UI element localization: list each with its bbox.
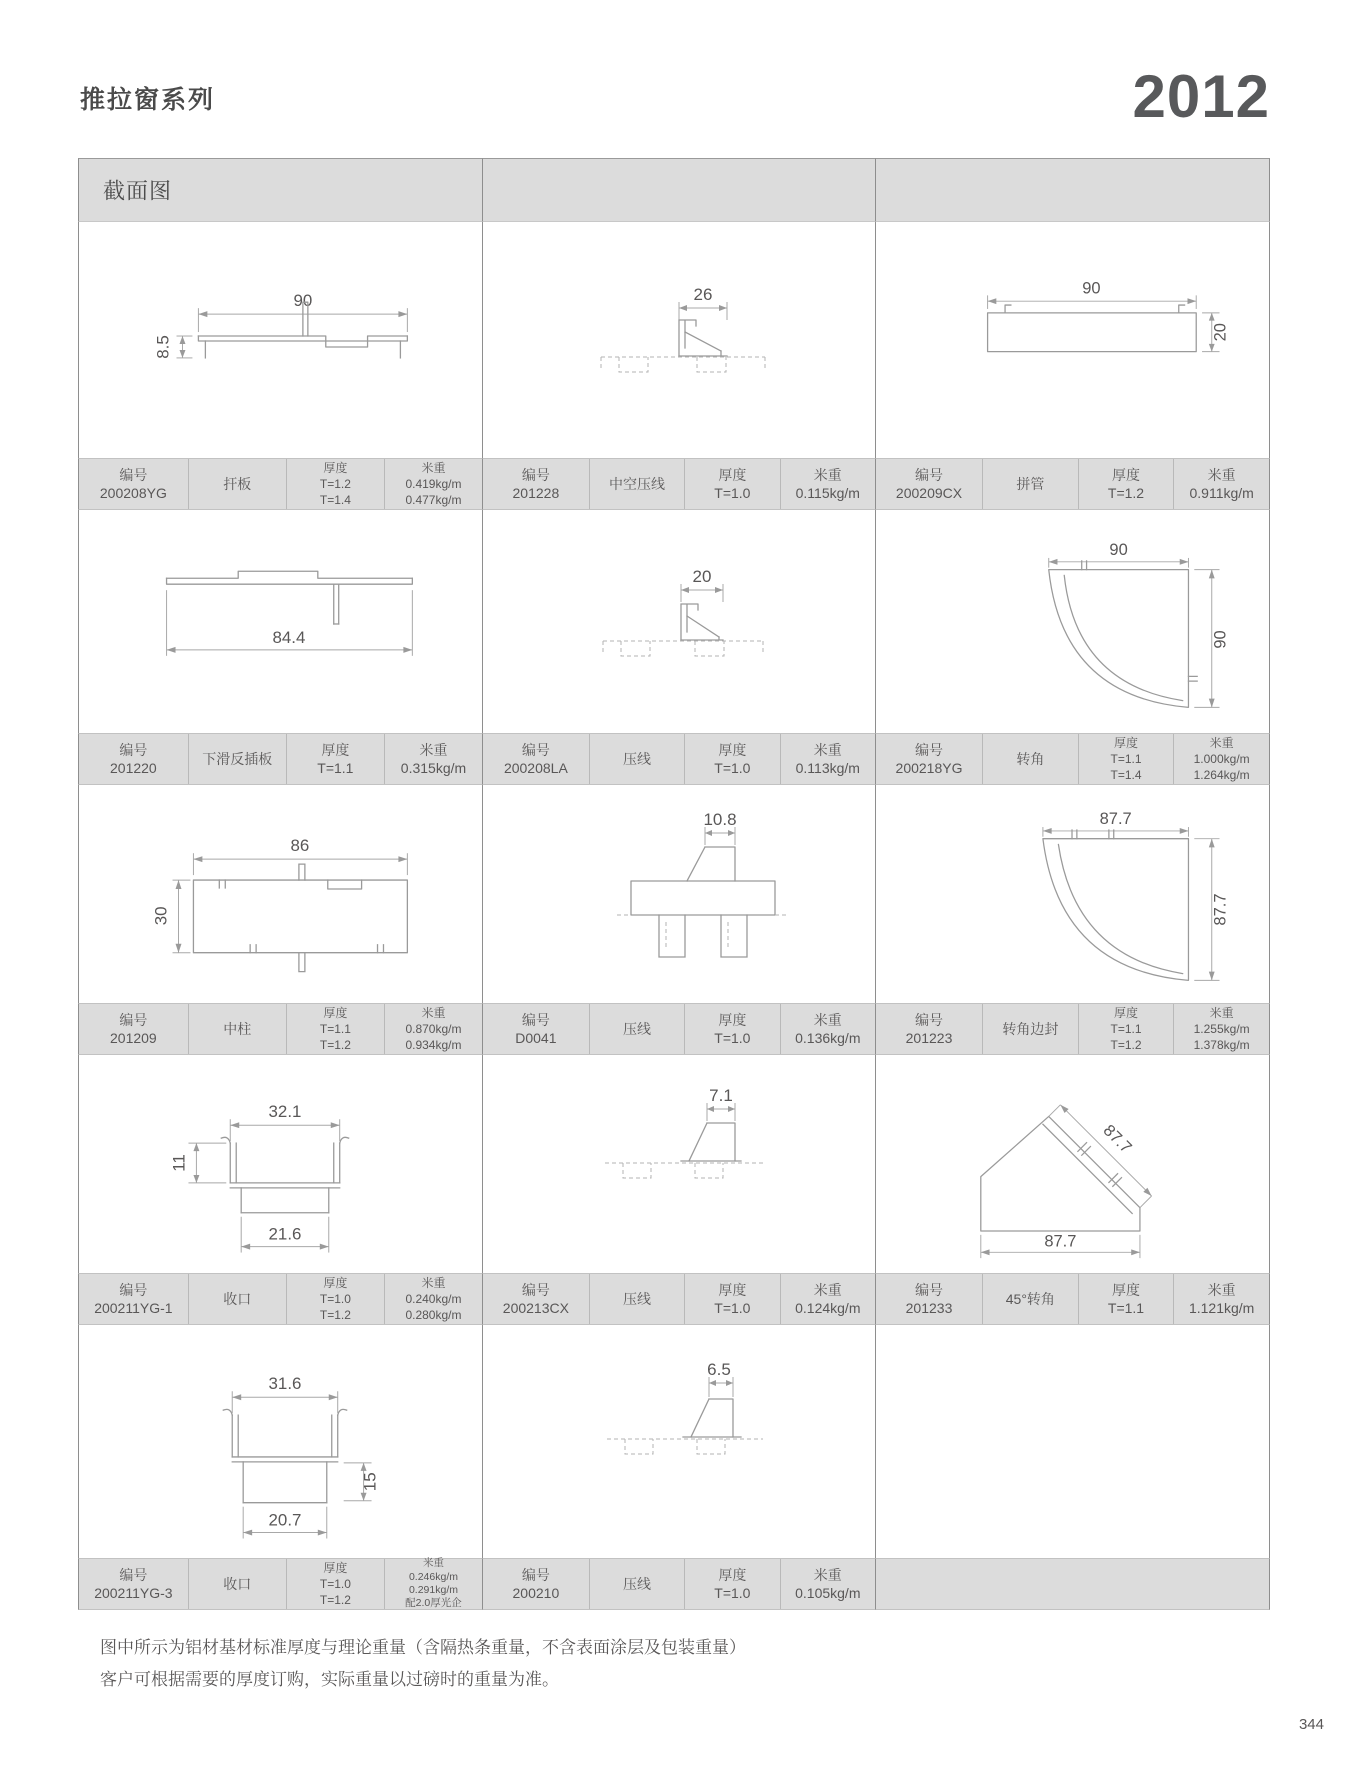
weight-label: 米重 bbox=[421, 460, 446, 475]
code-value: 201209 bbox=[110, 1030, 157, 1046]
profile-outline bbox=[988, 305, 1197, 352]
profile-name: 收口 bbox=[223, 1290, 252, 1307]
weight-label: 米重 bbox=[813, 1281, 842, 1298]
profile-name: 下滑反插板 bbox=[202, 750, 273, 767]
code-value: 200208YG bbox=[99, 485, 167, 501]
thickness-cell bbox=[286, 1274, 384, 1324]
diagram-shoukou-1 bbox=[78, 1055, 483, 1273]
thickness-value: T=1.2 bbox=[1110, 1038, 1142, 1053]
dim-label: 8.5 bbox=[153, 335, 173, 359]
code-label: 编号 bbox=[521, 466, 550, 483]
profile-table bbox=[78, 158, 1270, 1610]
profile-outline bbox=[167, 571, 413, 624]
dimension-lines bbox=[681, 584, 723, 602]
weight-value: 0.477kg/m bbox=[405, 493, 462, 508]
thickness-value: T=1.0 bbox=[714, 1030, 751, 1046]
thickness-cell bbox=[1078, 459, 1174, 509]
thickness-value: T=1.2 bbox=[319, 1038, 351, 1053]
code-value: D0041 bbox=[515, 1030, 557, 1046]
cross-section-drawing bbox=[79, 1055, 482, 1273]
thickness-value: T=1.1 bbox=[1107, 1300, 1145, 1316]
spec-bar-201209 bbox=[78, 1003, 483, 1055]
weight-value: 0.113kg/m bbox=[795, 760, 860, 776]
weight-value: 0.419kg/m bbox=[405, 476, 462, 491]
dim-label: 87.7 bbox=[1099, 810, 1132, 829]
weight-value: 0.315kg/m bbox=[400, 760, 467, 776]
code-label: 编号 bbox=[521, 741, 550, 758]
code-value: 200211YG-1 bbox=[94, 1300, 173, 1316]
dimension-lines bbox=[177, 308, 408, 358]
dimension-lines bbox=[707, 1103, 735, 1121]
code-value: 201233 bbox=[905, 1300, 953, 1316]
thickness-label: 厚度 bbox=[321, 741, 350, 758]
weight-cell bbox=[384, 459, 482, 509]
code-cell bbox=[79, 1274, 188, 1324]
weight-label: 米重 bbox=[421, 1005, 446, 1020]
weight-value: 1.121kg/m bbox=[1188, 1300, 1255, 1316]
weight-label: 米重 bbox=[813, 466, 842, 483]
spec-bar-200208LA bbox=[483, 733, 876, 785]
section-header-band bbox=[483, 158, 876, 222]
code-value: 200218YG bbox=[895, 760, 963, 776]
code-cell bbox=[876, 459, 982, 509]
cross-section-drawing bbox=[79, 785, 482, 1003]
thickness-value: T=1.0 bbox=[714, 1585, 751, 1601]
model-number: 2012 bbox=[1132, 63, 1270, 130]
dimension-lines bbox=[988, 295, 1220, 351]
diagram-empty bbox=[876, 1325, 1270, 1558]
code-label: 编号 bbox=[915, 1011, 943, 1028]
dimension-lines bbox=[1049, 558, 1220, 707]
code-label: 编号 bbox=[915, 466, 943, 483]
code-label: 编号 bbox=[915, 1281, 943, 1298]
dim-label: 26 bbox=[693, 285, 713, 304]
thickness-label: 厚度 bbox=[718, 1281, 747, 1298]
footnote bbox=[100, 1632, 746, 1697]
profile-outline bbox=[679, 320, 727, 356]
profile-outline bbox=[1049, 561, 1197, 708]
code-value: 201228 bbox=[512, 485, 560, 501]
code-cell bbox=[79, 734, 188, 784]
profile-name: 中空压线 bbox=[608, 475, 665, 492]
footnote-line-1: 图中所示为铝材基材标准厚度与理论重量（含隔热条重量，不含表面涂层及包装重量） bbox=[100, 1638, 746, 1657]
weight-cell bbox=[780, 459, 875, 509]
thickness-cell bbox=[1078, 1004, 1174, 1054]
thickness-cell bbox=[1078, 734, 1174, 784]
section-header-band bbox=[78, 158, 483, 222]
thickness-label: 厚度 bbox=[323, 1560, 348, 1575]
weight-cell bbox=[1173, 1274, 1269, 1324]
name-cell bbox=[188, 1274, 286, 1324]
code-cell bbox=[483, 734, 589, 784]
thickness-value: T=1.1 bbox=[1110, 751, 1142, 766]
profile-name: 转角边封 bbox=[1002, 1020, 1059, 1037]
dim-label: 87.7 bbox=[1211, 893, 1230, 926]
dim-label: 20.7 bbox=[268, 1510, 302, 1530]
code-label: 编号 bbox=[521, 1281, 550, 1298]
profile-name: 中柱 bbox=[223, 1020, 252, 1037]
profile-outline bbox=[1043, 830, 1189, 980]
code-value: 201220 bbox=[110, 760, 157, 776]
dim-label: 20 bbox=[692, 567, 712, 586]
thickness-cell bbox=[684, 1004, 779, 1054]
weight-label: 米重 bbox=[1209, 1005, 1234, 1020]
code-cell bbox=[483, 1004, 589, 1054]
code-cell bbox=[876, 1274, 982, 1324]
spec-bar-200209CX bbox=[876, 458, 1270, 510]
code-cell bbox=[79, 1559, 188, 1609]
spec-bar-empty bbox=[876, 1558, 1270, 1610]
weight-value: 0.136kg/m bbox=[795, 1030, 861, 1046]
spec-bar-200210 bbox=[483, 1558, 876, 1610]
diagram-zhuanjiao bbox=[876, 510, 1270, 733]
profile-name: 压线 bbox=[622, 1020, 651, 1037]
code-cell bbox=[79, 459, 188, 509]
dimension-lines bbox=[709, 1377, 733, 1397]
code-label: 编号 bbox=[119, 1566, 148, 1583]
profile-name: 扞板 bbox=[223, 475, 252, 492]
thickness-label: 厚度 bbox=[323, 1275, 348, 1290]
dim-label: 31.6 bbox=[268, 1374, 302, 1394]
dim-label: 10.8 bbox=[703, 810, 737, 829]
dim-label: 11 bbox=[169, 1154, 189, 1172]
profile-name: 收口 bbox=[223, 1575, 252, 1592]
spec-bar-D0041 bbox=[483, 1003, 876, 1055]
weight-cell bbox=[780, 1274, 875, 1324]
thickness-value: T=1.0 bbox=[714, 760, 751, 776]
thickness-value: T=1.4 bbox=[319, 493, 351, 508]
profile-name: 压线 bbox=[622, 1575, 651, 1592]
thickness-value: T=1.1 bbox=[319, 1021, 351, 1036]
spec-bar-200213CX bbox=[483, 1273, 876, 1325]
dim-label: 90 bbox=[293, 291, 313, 311]
name-cell bbox=[982, 1004, 1078, 1054]
thickness-label: 厚度 bbox=[1113, 1005, 1138, 1020]
spec-bar-200211YG-3 bbox=[78, 1558, 483, 1610]
thickness-value: T=1.2 bbox=[319, 1308, 351, 1323]
weight-value: 0.246kg/m bbox=[408, 1570, 458, 1583]
thickness-cell bbox=[684, 459, 779, 509]
name-cell bbox=[589, 1559, 684, 1609]
dim-label: 21.6 bbox=[268, 1224, 302, 1244]
thickness-cell bbox=[286, 459, 384, 509]
spec-bar-200211YG-1 bbox=[78, 1273, 483, 1325]
adjacent-profile-dashed bbox=[603, 641, 763, 656]
dim-label: 87.7 bbox=[1044, 1232, 1077, 1251]
weight-cell bbox=[384, 1559, 482, 1609]
weight-cell bbox=[384, 734, 482, 784]
profile-outline bbox=[681, 604, 723, 640]
dim-label: 15 bbox=[360, 1472, 380, 1492]
weight-label: 米重 bbox=[1207, 466, 1236, 483]
thickness-label: 厚度 bbox=[718, 1011, 747, 1028]
diagram-yaxian-200210 bbox=[483, 1325, 876, 1558]
section-header-label: 截面图 bbox=[103, 178, 173, 204]
cross-section-drawing bbox=[79, 510, 482, 733]
weight-label: 米重 bbox=[813, 741, 842, 758]
dimension-lines bbox=[188, 1119, 339, 1252]
code-cell bbox=[876, 1004, 982, 1054]
weight-value: 0.105kg/m bbox=[795, 1585, 861, 1601]
diagram-zhongzhu bbox=[78, 785, 483, 1003]
series-title: 推拉窗系列 bbox=[80, 86, 216, 114]
adjacent-profile-dashed bbox=[605, 1163, 763, 1178]
weight-value: 0.870kg/m bbox=[405, 1021, 462, 1036]
weight-cell bbox=[1173, 1004, 1269, 1054]
weight-label: 米重 bbox=[1207, 1281, 1236, 1298]
diagram-shoukou-3 bbox=[78, 1325, 483, 1558]
weight-cell bbox=[384, 1274, 482, 1324]
diagram-yaxian-200213CX bbox=[483, 1055, 876, 1273]
dimension-lines bbox=[173, 853, 408, 953]
profile-outline bbox=[631, 847, 775, 957]
name-cell bbox=[188, 734, 286, 784]
profile-outline bbox=[193, 864, 407, 971]
weight-label: 米重 bbox=[419, 741, 448, 758]
weight-value: 0.280kg/m bbox=[405, 1308, 462, 1323]
thickness-cell bbox=[286, 1559, 384, 1609]
profile-name: 压线 bbox=[622, 750, 651, 767]
code-cell bbox=[483, 1559, 589, 1609]
thickness-label: 厚度 bbox=[718, 741, 747, 758]
spec-bar-200218YG bbox=[876, 733, 1270, 785]
dimension-lines bbox=[679, 302, 727, 320]
spec-bar-200208YG bbox=[78, 458, 483, 510]
thickness-label: 厚度 bbox=[1113, 735, 1138, 750]
profile-outline bbox=[223, 1409, 346, 1502]
code-value: 200213CX bbox=[502, 1300, 569, 1316]
thickness-value: T=1.1 bbox=[317, 760, 354, 776]
diagram-xiahua-fanchaban bbox=[78, 510, 483, 733]
spec-bar-201223 bbox=[876, 1003, 1270, 1055]
weight-cell bbox=[780, 734, 875, 784]
thickness-cell bbox=[286, 734, 384, 784]
profile-outline bbox=[198, 302, 407, 358]
cross-section-drawing bbox=[876, 222, 1269, 458]
name-cell bbox=[188, 1004, 286, 1054]
page-number: 344 bbox=[1298, 1716, 1324, 1733]
profile-name: 45°转角 bbox=[1005, 1290, 1055, 1307]
weight-cell bbox=[780, 1559, 875, 1609]
spec-bar-201220 bbox=[78, 733, 483, 785]
dim-label: 86 bbox=[290, 836, 310, 856]
profile-name: 压线 bbox=[622, 1290, 651, 1307]
weight-value: 0.240kg/m bbox=[405, 1291, 462, 1306]
weight-cell bbox=[384, 1004, 482, 1054]
weight-value: 1.264kg/m bbox=[1193, 768, 1250, 783]
dim-label: 7.1 bbox=[709, 1086, 733, 1105]
profile-name: 转角 bbox=[1016, 750, 1045, 767]
diagram-zhongkong-yaxian bbox=[483, 222, 876, 458]
code-label: 编号 bbox=[119, 741, 148, 758]
name-cell bbox=[982, 1274, 1078, 1324]
thickness-value: T=1.1 bbox=[1110, 1021, 1142, 1036]
code-label: 编号 bbox=[119, 466, 148, 483]
thickness-cell bbox=[684, 1274, 779, 1324]
weight-value: 0.934kg/m bbox=[405, 1038, 462, 1053]
thickness-label: 厚度 bbox=[1112, 1281, 1140, 1298]
code-value: 200208LA bbox=[503, 760, 568, 776]
weight-note: 配2.0厚光企 bbox=[405, 1597, 462, 1610]
diagram-yaxian-200208LA bbox=[483, 510, 876, 733]
name-cell bbox=[589, 459, 684, 509]
dim-label: 30 bbox=[151, 906, 171, 926]
code-cell bbox=[483, 1274, 589, 1324]
code-cell bbox=[79, 1004, 188, 1054]
thickness-value: T=1.0 bbox=[714, 1300, 751, 1316]
diagram-yaxian-D0041 bbox=[483, 785, 876, 1003]
thickness-label: 厚度 bbox=[718, 466, 747, 483]
code-value: 200210 bbox=[512, 1585, 560, 1601]
weight-value: 1.000kg/m bbox=[1193, 751, 1250, 766]
name-cell bbox=[188, 459, 286, 509]
code-value: 200211YG-3 bbox=[94, 1585, 173, 1601]
name-cell bbox=[589, 1004, 684, 1054]
dim-label: 6.5 bbox=[707, 1360, 731, 1379]
weight-label: 米重 bbox=[421, 1275, 446, 1290]
weight-value: 0.911kg/m bbox=[1189, 485, 1254, 501]
section-header-band bbox=[876, 158, 1270, 222]
thickness-cell bbox=[286, 1004, 384, 1054]
thickness-label: 厚度 bbox=[718, 1566, 747, 1583]
adjacent-profile-dashed bbox=[617, 915, 789, 950]
cross-section-drawing bbox=[483, 785, 875, 1003]
cross-section-drawing bbox=[79, 222, 482, 458]
cross-section-drawing bbox=[483, 510, 875, 733]
cross-section-drawing bbox=[876, 1055, 1269, 1273]
weight-value: 0.124kg/m bbox=[795, 1300, 861, 1316]
thickness-cell bbox=[684, 734, 779, 784]
diagram-45-zhuanjiao bbox=[876, 1055, 1270, 1273]
profile-outline bbox=[683, 1399, 741, 1437]
diagram-kouban bbox=[78, 222, 483, 458]
code-label: 编号 bbox=[521, 1566, 550, 1583]
cross-section-drawing bbox=[483, 222, 875, 458]
dim-label: 32.1 bbox=[268, 1102, 302, 1122]
weight-value: 1.378kg/m bbox=[1193, 1038, 1250, 1053]
weight-value: 1.255kg/m bbox=[1193, 1021, 1250, 1036]
dimension-lines bbox=[232, 1391, 371, 1538]
thickness-label: 厚度 bbox=[1112, 466, 1140, 483]
diagram-zhuanjiao-bianfeng bbox=[876, 785, 1270, 1003]
weight-value: 0.115kg/m bbox=[795, 485, 860, 501]
thickness-label: 厚度 bbox=[323, 460, 348, 475]
profile-outline bbox=[221, 1137, 348, 1212]
weight-label: 米重 bbox=[422, 1557, 444, 1570]
code-label: 编号 bbox=[915, 741, 943, 758]
diagram-pinguan bbox=[876, 222, 1270, 458]
code-label: 编号 bbox=[119, 1281, 148, 1298]
weight-value: 0.291kg/m bbox=[408, 1584, 458, 1596]
thickness-value: T=1.0 bbox=[319, 1576, 351, 1591]
thickness-value: T=1.0 bbox=[319, 1291, 351, 1306]
dim-label: 90 bbox=[1109, 541, 1128, 560]
name-cell bbox=[188, 1559, 286, 1609]
cross-section-drawing bbox=[876, 785, 1269, 1003]
thickness-value: T=1.0 bbox=[714, 485, 751, 501]
profile-outline bbox=[681, 1123, 741, 1161]
weight-cell bbox=[780, 1004, 875, 1054]
cross-section-drawing bbox=[483, 1055, 875, 1273]
profile-name: 拼管 bbox=[1016, 475, 1045, 492]
thickness-cell bbox=[1078, 1274, 1174, 1324]
code-cell bbox=[876, 734, 982, 784]
code-label: 编号 bbox=[521, 1011, 550, 1028]
thickness-value: T=1.2 bbox=[319, 476, 351, 491]
name-cell bbox=[589, 1274, 684, 1324]
spec-bar-201228 bbox=[483, 458, 876, 510]
thickness-value: T=1.2 bbox=[319, 1593, 351, 1608]
spec-bar-201233 bbox=[876, 1273, 1270, 1325]
weight-label: 米重 bbox=[813, 1011, 842, 1028]
weight-label: 米重 bbox=[1209, 735, 1234, 750]
code-cell bbox=[483, 459, 589, 509]
name-cell bbox=[982, 459, 1078, 509]
thickness-value: T=1.2 bbox=[1107, 485, 1145, 501]
adjacent-profile-dashed bbox=[601, 357, 765, 372]
cross-section-drawing bbox=[876, 510, 1269, 733]
cross-section-drawing bbox=[79, 1325, 482, 1558]
weight-label: 米重 bbox=[813, 1566, 842, 1583]
thickness-cell bbox=[684, 1559, 779, 1609]
dim-label: 20 bbox=[1211, 323, 1230, 342]
dimension-lines bbox=[705, 827, 735, 845]
code-label: 编号 bbox=[119, 1011, 148, 1028]
name-cell bbox=[982, 734, 1078, 784]
dim-label: 84.4 bbox=[272, 627, 306, 647]
thickness-label: 厚度 bbox=[323, 1005, 348, 1020]
code-value: 200209CX bbox=[895, 485, 963, 501]
dim-label: 90 bbox=[1082, 279, 1101, 298]
code-value: 201223 bbox=[905, 1030, 953, 1046]
cross-section-drawing bbox=[483, 1325, 875, 1558]
weight-cell bbox=[1173, 459, 1269, 509]
adjacent-profile-dashed bbox=[607, 1439, 763, 1454]
dim-label: 87.7 bbox=[1099, 1121, 1135, 1157]
dim-label: 90 bbox=[1211, 630, 1230, 649]
weight-cell bbox=[1173, 734, 1269, 784]
thickness-value: T=1.4 bbox=[1110, 768, 1142, 783]
footnote-line-2: 客户可根据需要的厚度订购，实际重量以过磅时的重量为准。 bbox=[100, 1670, 559, 1690]
name-cell bbox=[589, 734, 684, 784]
